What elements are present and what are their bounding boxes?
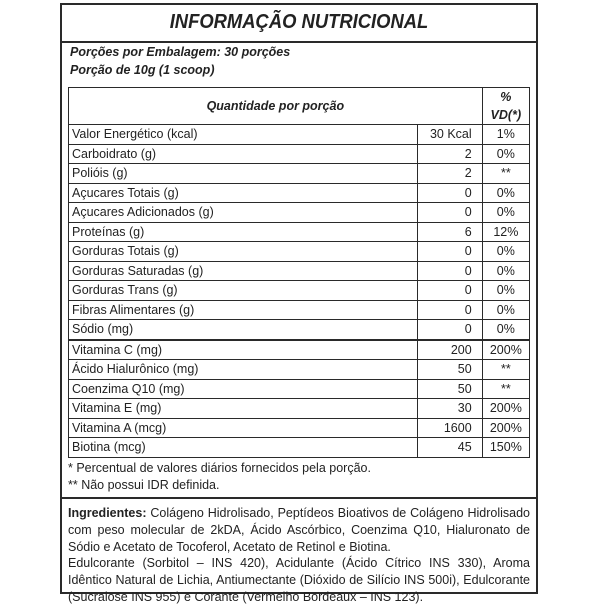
table-row <box>69 379 530 399</box>
nutrient-name: Gorduras Saturadas (g) <box>69 261 418 281</box>
nutrient-quantity: 6 <box>418 222 482 242</box>
table-row <box>69 222 530 242</box>
table-header-row <box>69 88 530 125</box>
nutrient-quantity: 50 <box>418 360 482 380</box>
nutrient-vd: ** <box>482 379 529 399</box>
nutrient-name: Sódio (mg) <box>69 320 418 340</box>
nutrient-name: Biotina (mcg) <box>69 438 418 458</box>
nutrient-quantity: 30 Kcal <box>418 125 482 145</box>
header-vd: % VD(*) <box>482 88 529 125</box>
table-row <box>69 281 530 301</box>
nutrient-quantity: 50 <box>418 379 482 399</box>
nutrient-vd: 150% <box>482 438 529 458</box>
nutrient-quantity: 1600 <box>418 418 482 438</box>
table-row <box>69 242 530 262</box>
nutrient-quantity: 0 <box>418 320 482 340</box>
table-row <box>69 438 530 458</box>
nutrient-name: Açucares Totais (g) <box>69 183 418 203</box>
title-divider <box>62 41 536 43</box>
nutrient-quantity: 0 <box>418 300 482 320</box>
nutrition-label <box>60 3 538 604</box>
nutrient-vd: 0% <box>482 320 529 340</box>
nutrient-vd: 0% <box>482 203 529 223</box>
ingredients-text: Colágeno Hidrolisado, Peptídeos Bioativos de Colágeno Hidrolisado com peso molecular de 2kDA, Ácido Ascórbico, Coenzima Q10, Hialuronato de Sódio e Acetato de Tocoferol, Acetato de Retinol e Biotina. <box>68 506 530 554</box>
nutrient-name: Açucares Adicionados (g) <box>69 203 418 223</box>
header-quantity: Quantidade por porção <box>69 88 483 125</box>
portion-size: Porção de 10g (1 scoop) <box>70 63 215 77</box>
nutrient-name: Proteínas (g) <box>69 222 418 242</box>
nutrient-vd: 1% <box>482 125 529 145</box>
nutrient-vd: 0% <box>482 144 529 164</box>
nutrient-vd: 0% <box>482 281 529 301</box>
nutrient-vd: 0% <box>482 261 529 281</box>
nutrient-quantity: 0 <box>418 183 482 203</box>
nutrient-name: Vitamina E (mg) <box>69 399 418 419</box>
ingredients-paragraph <box>68 505 530 555</box>
nutrient-quantity: 0 <box>418 203 482 223</box>
nutrient-name: Vitamina C (mg) <box>69 340 418 360</box>
table-row <box>69 144 530 164</box>
table-row <box>69 340 530 360</box>
nutrient-vd: 0% <box>482 242 529 262</box>
footnotes <box>68 460 371 494</box>
nutrient-quantity: 0 <box>418 242 482 262</box>
table-row <box>69 418 530 438</box>
nutrient-name: Fibras Alimentares (g) <box>69 300 418 320</box>
nutrient-vd: ** <box>482 164 529 184</box>
table-row <box>69 164 530 184</box>
nutrient-quantity: 200 <box>418 340 482 360</box>
nutrient-name: Gorduras Totais (g) <box>69 242 418 262</box>
table-row <box>69 125 530 145</box>
nutrient-quantity: 2 <box>418 144 482 164</box>
ingredients-block <box>68 505 530 606</box>
nutrient-name: Valor Energético (kcal) <box>69 125 418 145</box>
footnote-vd: * Percentual de valores diários fornecidos pela porção. <box>68 461 371 475</box>
table-row <box>69 320 530 340</box>
nutrient-vd: 200% <box>482 418 529 438</box>
nutrient-vd: ** <box>482 360 529 380</box>
ingredients-label: Ingredientes: <box>68 506 147 520</box>
nutrient-name: Polióis (g) <box>69 164 418 184</box>
nutrient-quantity: 30 <box>418 399 482 419</box>
nutrient-name: Ácido Hialurônico (mg) <box>69 360 418 380</box>
table-row <box>69 261 530 281</box>
ingredients-divider <box>62 497 536 499</box>
nutrient-name: Coenzima Q10 (mg) <box>69 379 418 399</box>
servings-per-package: Porções por Embalagem: 30 porções <box>70 45 291 59</box>
nutrient-vd: 200% <box>482 399 529 419</box>
table-row <box>69 360 530 380</box>
nutrition-table <box>68 87 530 458</box>
table-row <box>69 399 530 419</box>
additives-paragraph: Edulcorante (Sorbitol – INS 420), Acidulante (Ácido Cítrico INS 330), Aroma Idêntico Natural de Lichia, Antiumectante (Dióxido de Silício INS 500i), Edulcorante (Sucralose INS 955) e Corante (Vermelho Bordeaux – INS 123). <box>68 556 530 604</box>
table-row <box>69 183 530 203</box>
nutrient-quantity: 45 <box>418 438 482 458</box>
nutrient-quantity: 0 <box>418 261 482 281</box>
nutrient-name: Gorduras Trans (g) <box>69 281 418 301</box>
nutrient-quantity: 2 <box>418 164 482 184</box>
nutrient-vd: 200% <box>482 340 529 360</box>
label-title: INFORMAÇÃO NUTRICIONAL <box>169 11 429 33</box>
footnote-idr: ** Não possui IDR definida. <box>68 478 220 492</box>
table-row <box>69 203 530 223</box>
nutrient-vd: 12% <box>482 222 529 242</box>
nutrient-vd: 0% <box>482 183 529 203</box>
nutrient-name: Carboidrato (g) <box>69 144 418 164</box>
nutrient-quantity: 0 <box>418 281 482 301</box>
table-row <box>69 300 530 320</box>
nutrient-name: Vitamina A (mcg) <box>69 418 418 438</box>
nutrient-vd: 0% <box>482 300 529 320</box>
